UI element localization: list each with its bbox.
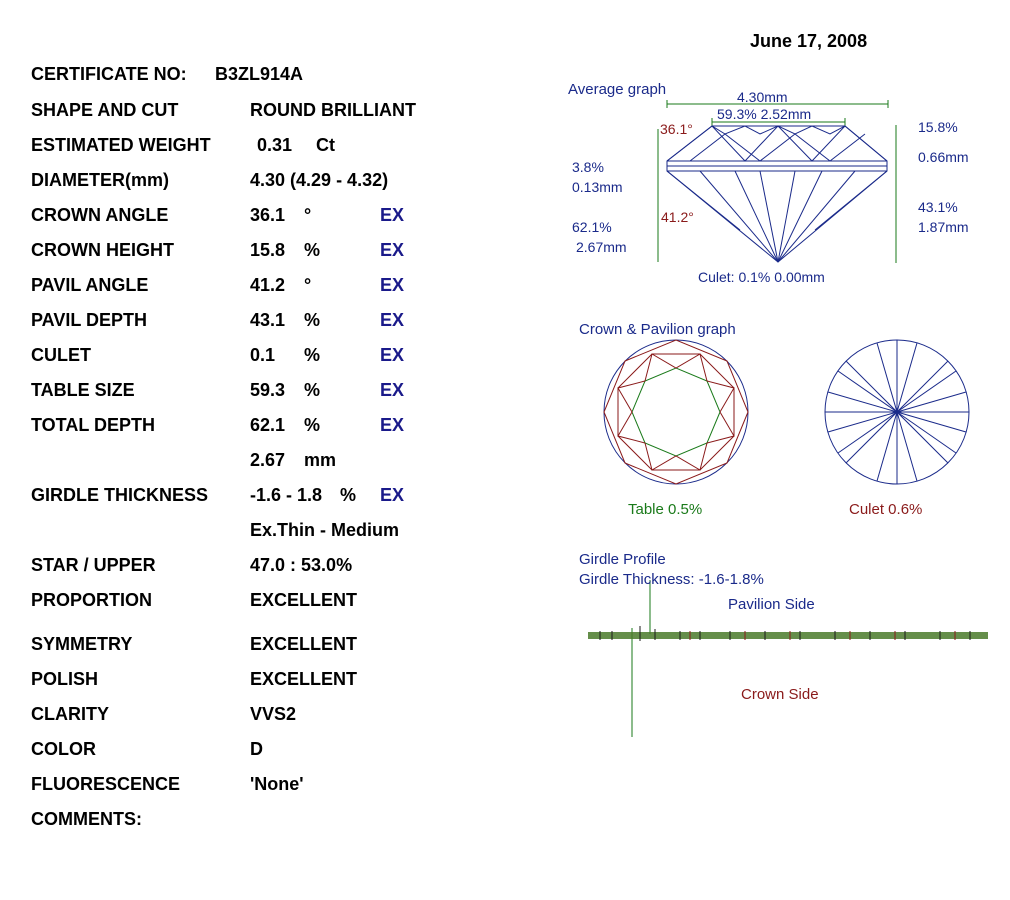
row-label: TABLE SIZE	[31, 380, 135, 400]
girdle-pct-label: 3.8%	[572, 159, 604, 175]
row-value: EXCELLENT	[250, 590, 358, 610]
row-value: 15.8	[250, 240, 286, 260]
row-label: PAVIL DEPTH	[31, 310, 148, 330]
crown-height-pct-label: 15.8%	[918, 119, 958, 135]
crown-height-mm-label: 0.66mm	[918, 149, 969, 165]
row-value: 'None'	[250, 774, 304, 794]
girdle-thickness-label: Girdle Thickness: -1.6-1.8%	[579, 571, 764, 588]
row-unit: mm	[304, 450, 337, 470]
row-unit: %	[304, 380, 321, 400]
row-unit: °	[304, 275, 312, 295]
diameter-label: 4.30mm	[737, 89, 788, 105]
row-value: ROUND BRILLIANT	[250, 100, 416, 120]
pavilion-graph	[825, 340, 969, 484]
crown-graph	[604, 340, 748, 484]
row-value: D	[250, 739, 263, 759]
culet-pct-label: Culet 0.6%	[849, 501, 923, 518]
average-graph-title: Average graph	[568, 81, 667, 98]
row-label: PROPORTION	[31, 590, 153, 610]
certificate-number: B3ZL914A	[215, 64, 304, 84]
row-value: 41.2	[250, 275, 286, 295]
culet-label: Culet: 0.1% 0.00mm	[698, 269, 825, 285]
row-label: TOTAL DEPTH	[31, 415, 156, 435]
crown-pavilion-title: Crown & Pavilion graph	[579, 321, 736, 338]
total-mm-label: 2.67mm	[576, 239, 627, 255]
row-unit: °	[304, 205, 312, 225]
row-value: EXCELLENT	[250, 634, 358, 654]
row-label: ESTIMATED WEIGHT	[31, 135, 211, 155]
row-label: PAVIL ANGLE	[31, 275, 149, 295]
row-unit: %	[304, 310, 321, 330]
table-label: 59.3% 2.52mm	[717, 106, 812, 122]
row-value: VVS2	[250, 704, 297, 724]
row-grade: EX	[380, 275, 405, 295]
row-label: FLUORESCENCE	[31, 774, 181, 794]
row-label: SHAPE AND CUT	[31, 100, 179, 120]
row-grade: EX	[380, 345, 405, 365]
row-value: 0.31	[257, 135, 293, 155]
row-value: 4.30 (4.29 - 4.32)	[250, 170, 389, 190]
row-label: STAR / UPPER	[31, 555, 156, 575]
row-value: Ex.Thin - Medium	[250, 520, 400, 540]
row-value: 43.1	[250, 310, 286, 330]
row-value: -1.6 - 1.8	[250, 485, 323, 505]
certificate-label: CERTIFICATE NO:	[31, 64, 187, 84]
pavilion-mm-label: 1.87mm	[918, 219, 969, 235]
row-unit: %	[304, 240, 321, 260]
row-value: 0.1	[250, 345, 276, 365]
row-label: CROWN ANGLE	[31, 205, 169, 225]
girdle-mm-label: 0.13mm	[572, 179, 623, 195]
row-label: SYMMETRY	[31, 634, 133, 654]
row-value: 62.1	[250, 415, 286, 435]
row-unit: %	[304, 415, 321, 435]
row-label: DIAMETER(mm)	[31, 170, 169, 190]
row-grade: EX	[380, 240, 405, 260]
row-unit: Ct	[316, 135, 335, 155]
row-unit: %	[340, 485, 357, 505]
row-label: CULET	[31, 345, 91, 365]
row-grade: EX	[380, 415, 405, 435]
row-label: POLISH	[31, 669, 99, 689]
row-grade: EX	[380, 380, 405, 400]
row-label: CROWN HEIGHT	[31, 240, 174, 260]
row-label: GIRDLE THICKNESS	[31, 485, 209, 505]
row-value: 47.0 : 53.0%	[250, 555, 353, 575]
row-unit: %	[304, 345, 321, 365]
total-pct-label: 62.1%	[572, 219, 612, 235]
row-grade: EX	[380, 205, 405, 225]
pavilion-side-label: Pavilion Side	[728, 596, 815, 613]
row-value: 2.67	[250, 450, 286, 470]
row-value: 36.1	[250, 205, 286, 225]
row-value: 59.3	[250, 380, 286, 400]
row-grade: EX	[380, 485, 405, 505]
crown-side-label: Crown Side	[741, 686, 819, 703]
row-label: COLOR	[31, 739, 96, 759]
girdle-profile-title: Girdle Profile	[579, 551, 666, 568]
pavilion-angle-label: 41.2°	[661, 209, 694, 225]
crown-angle-label: 36.1°	[660, 121, 693, 137]
row-label: CLARITY	[31, 704, 109, 724]
row-grade: EX	[380, 310, 405, 330]
pavilion-pct-label: 43.1%	[918, 199, 958, 215]
table-pct-label: Table 0.5%	[628, 501, 703, 518]
row-label: COMMENTS:	[31, 809, 142, 829]
average-graph-profile	[658, 100, 896, 263]
row-value: EXCELLENT	[250, 669, 358, 689]
report-date: June 17, 2008	[750, 31, 868, 51]
